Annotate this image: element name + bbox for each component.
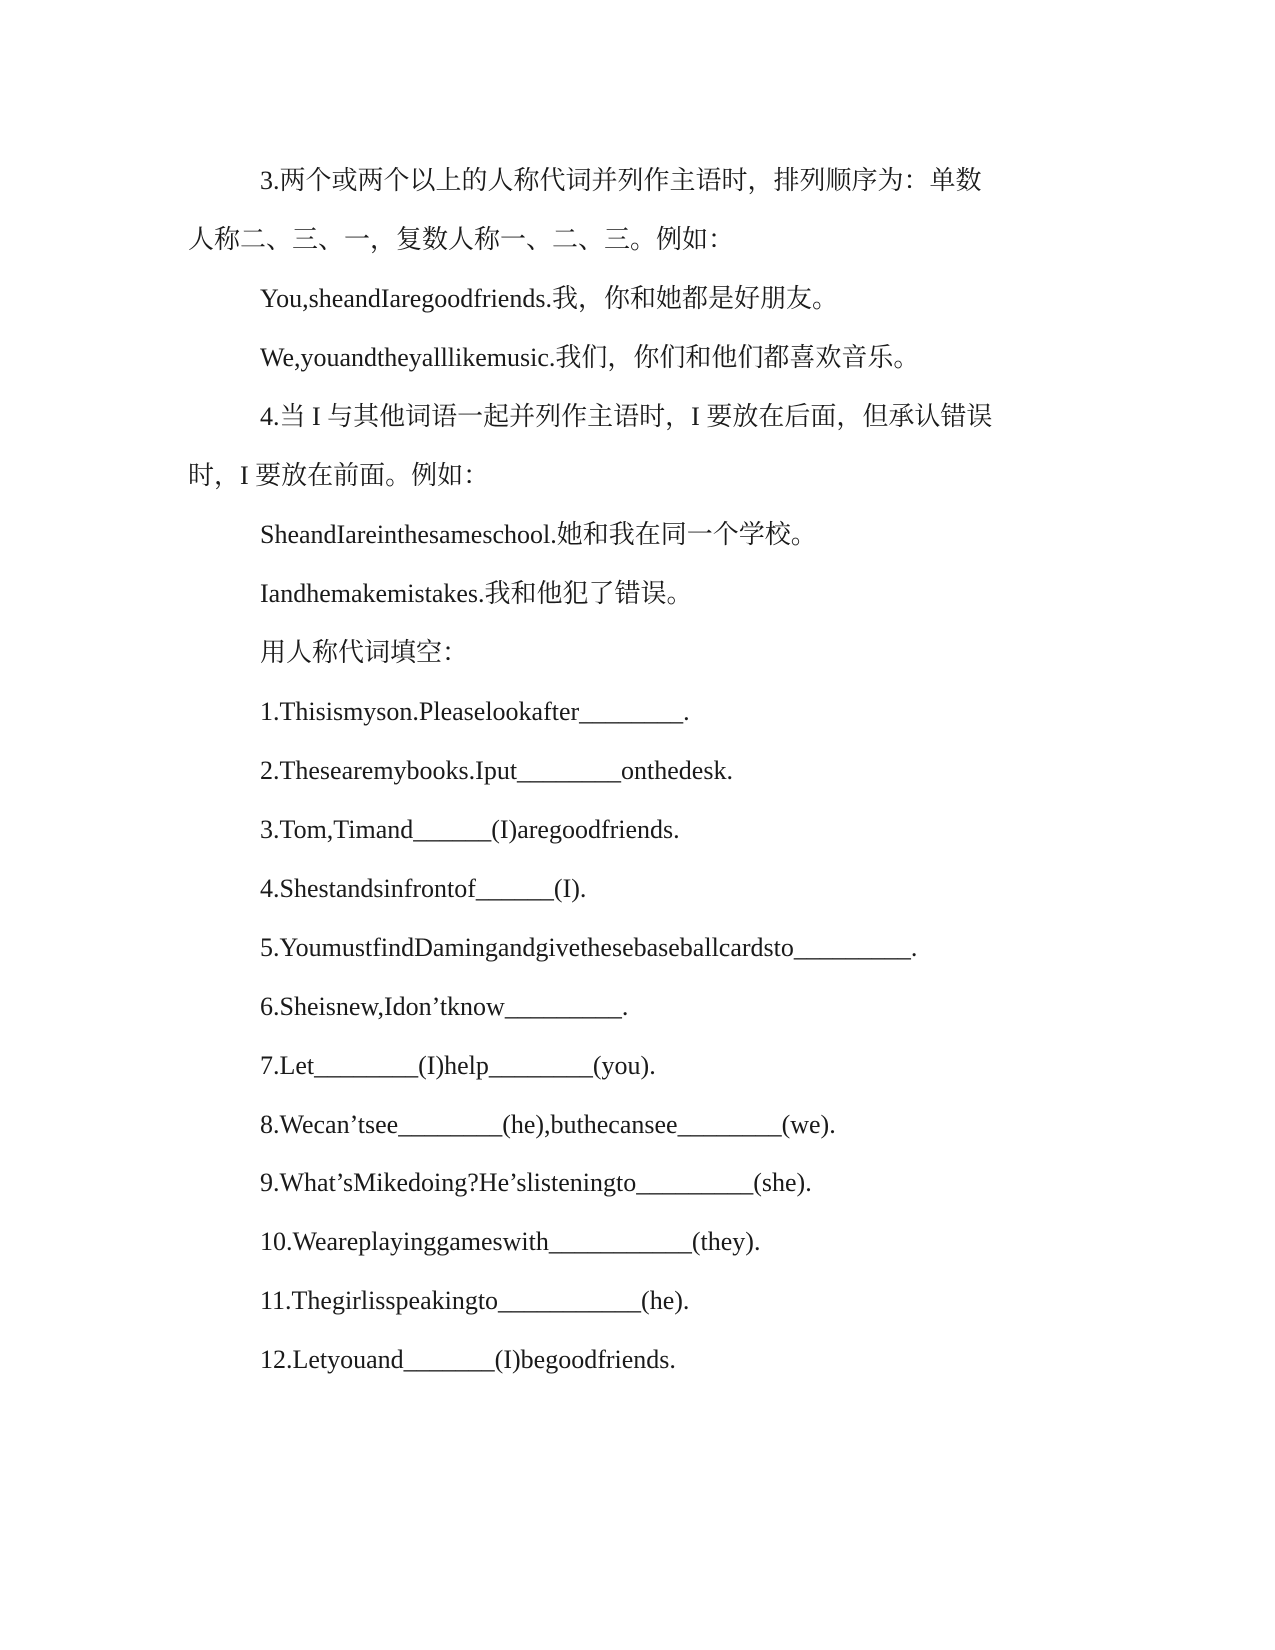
exercise-item-7: 7.Let________(I)help________(you).	[260, 1051, 656, 1080]
rule3-line2: 人称二、三、一，复数人称一、二、三。例如：	[188, 225, 735, 254]
exercise-item-5: 5.YoumustfindDamingandgivethesebaseballcardsto_________.	[260, 933, 918, 962]
exercise-item-2: 2.Thesearemybooks.Iput________onthedesk.	[260, 756, 733, 785]
exercise-item-11: 11.Thegirlisspeakingto___________(he).	[260, 1286, 690, 1315]
rule4-example-2: Iandhemakemistakes.我和他犯了错误。	[260, 579, 693, 608]
rule4-line1: 4.当 I 与其他词语一起并列作主语时，I 要放在后面，但承认错误	[260, 402, 993, 431]
rule3-example-2: We,youandtheyalllikemusic.我们，你们和他们都喜欢音乐。	[260, 343, 920, 372]
exercise-item-8: 8.Wecan’tsee________(he),buthecansee________(we).	[260, 1110, 836, 1139]
exercise-item-6: 6.Sheisnew,Idon’tknow_________.	[260, 992, 629, 1021]
exercise-item-1: 1.Thisismyson.Pleaselookafter________.	[260, 697, 690, 726]
rule3-example-1: You,sheandIaregoodfriends.我，你和她都是好朋友。	[260, 284, 838, 313]
exercise-item-4: 4.Shestandsinfrontof______(I).	[260, 874, 587, 903]
rule4-example-1: SheandIareinthesameschool.她和我在同一个学校。	[260, 520, 817, 549]
exercise-item-12: 12.Letyouand_______(I)begoodfriends.	[260, 1345, 676, 1374]
exercise-title: 用人称代词填空：	[260, 638, 469, 667]
exercise-item-3: 3.Tom,Timand______(I)aregoodfriends.	[260, 815, 680, 844]
rule3-line1: 3.两个或两个以上的人称代词并列作主语时，排列顺序为：单数	[260, 166, 982, 195]
exercise-item-9: 9.What’sMikedoing?He’slisteningto_________(she).	[260, 1168, 812, 1197]
exercise-item-10: 10.Weareplayinggameswith___________(they).	[260, 1227, 761, 1256]
rule4-line2: 时，I 要放在前面。例如：	[188, 461, 490, 490]
